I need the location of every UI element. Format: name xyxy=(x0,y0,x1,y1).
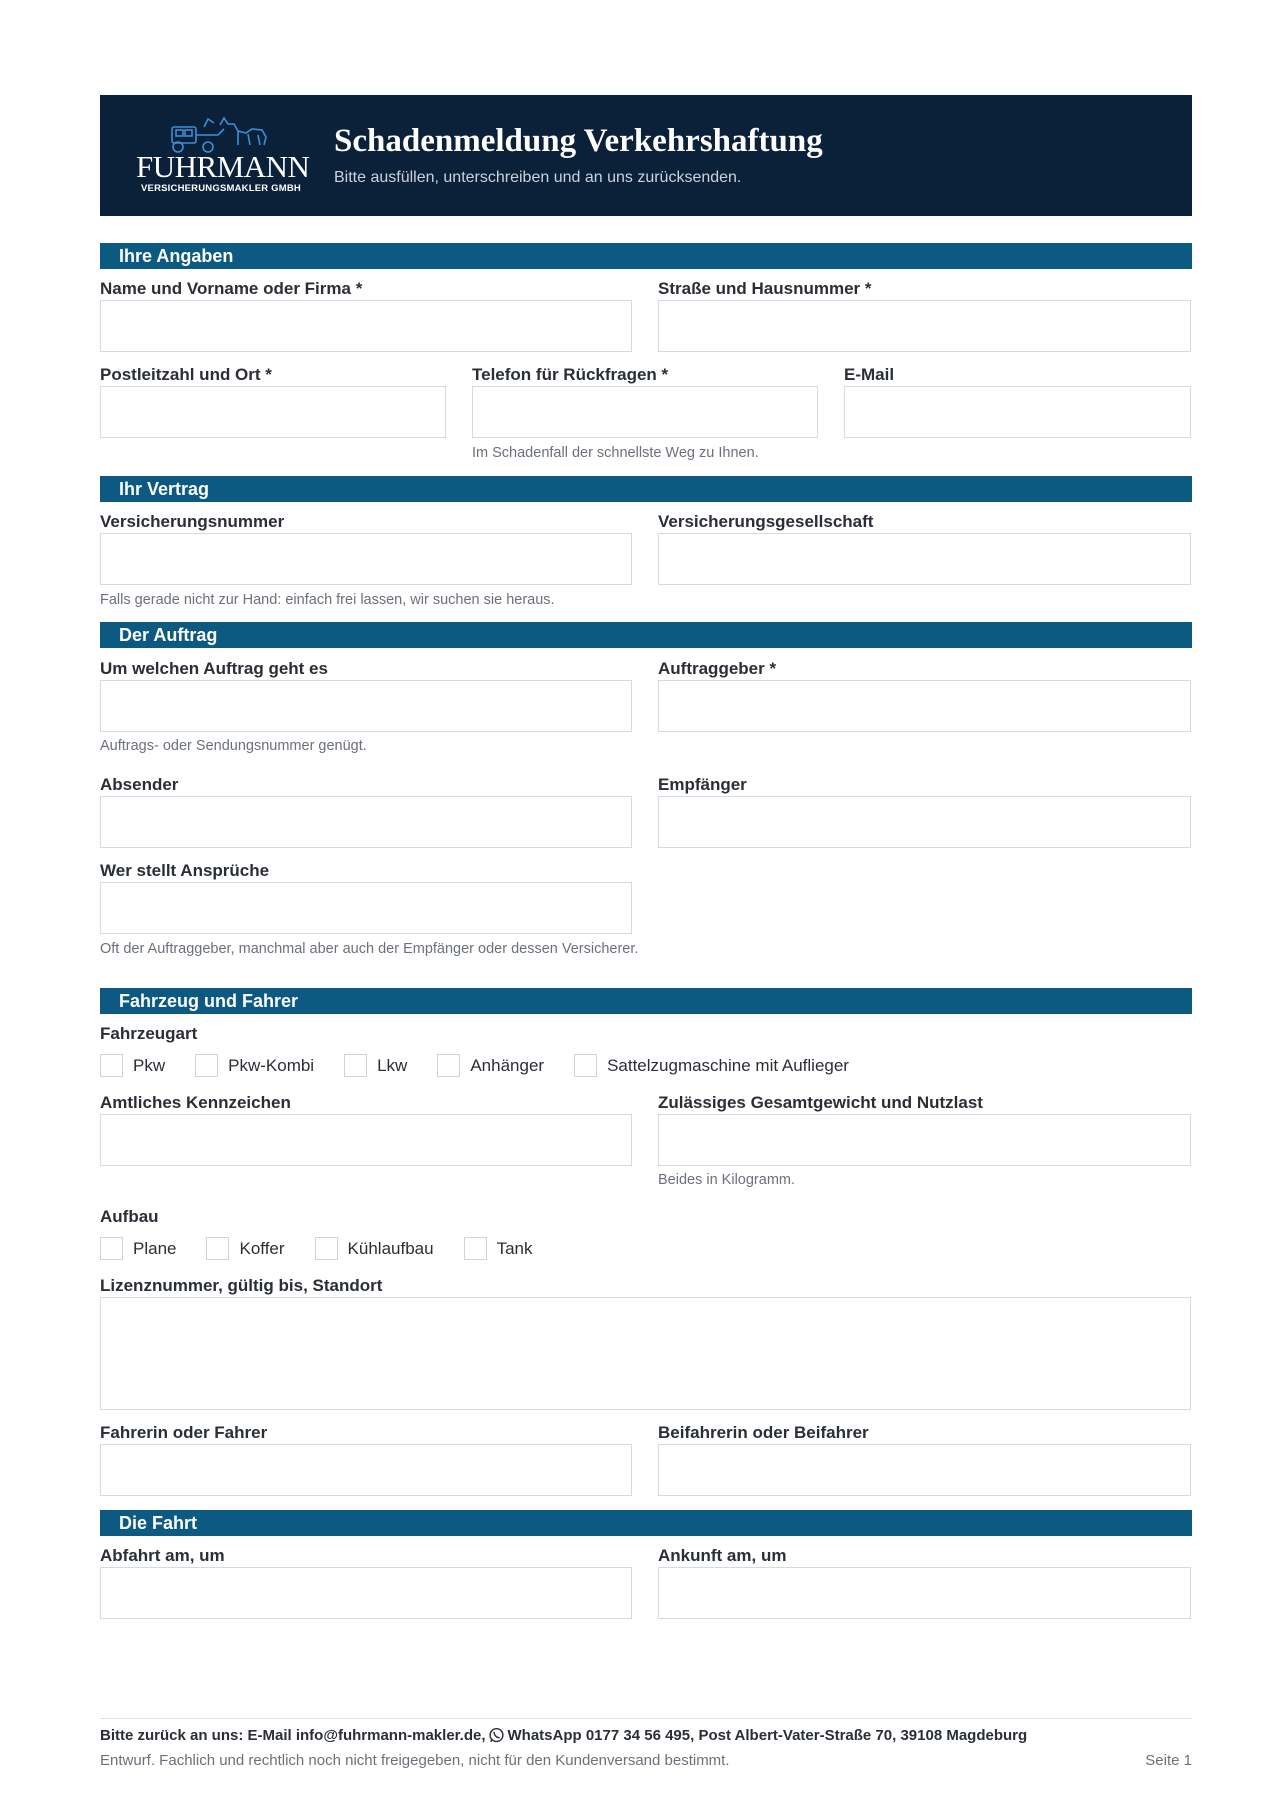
checkbox-label-tank: Tank xyxy=(496,1238,533,1258)
ankunft-label: Ankunft am, um xyxy=(658,1546,787,1565)
whatsapp-icon xyxy=(488,1727,505,1744)
empfaenger-label: Empfänger xyxy=(658,775,747,794)
checkbox-label-pkw: Pkw xyxy=(133,1055,166,1075)
checkbox-pkw-kombi[interactable] xyxy=(195,1054,218,1077)
versicherungsnummer-field[interactable] xyxy=(100,533,632,585)
checkbox-label-plane: Plane xyxy=(133,1238,177,1258)
versicherungsgesellschaft-field[interactable] xyxy=(658,533,1191,585)
checkbox-anhaenger[interactable] xyxy=(437,1054,460,1077)
fahrzeugart-options xyxy=(100,1054,879,1077)
gesamtgewicht-field[interactable] xyxy=(658,1114,1191,1166)
page-subtitle: Bitte ausfüllen, unterschreiben und an uns zurücksenden. xyxy=(334,169,742,186)
ankunft-field[interactable] xyxy=(658,1567,1191,1619)
footer-divider xyxy=(100,1718,1192,1719)
footer-contact-details: WhatsApp 0177 34 56 495, Post Albert-Vater-Straße 70, 39108 Magdeburg xyxy=(507,1727,1028,1744)
section-der-auftrag: Der Auftrag xyxy=(100,622,1192,648)
logo-wordmark: FUHRMANN xyxy=(136,149,310,184)
ansprueche-field[interactable] xyxy=(100,882,632,934)
gesamtgewicht-label: Zulässiges Gesamtgewicht und Nutzlast xyxy=(658,1093,983,1112)
footer-draft-note: Entwurf. Fachlich und rechtlich noch nicht freigegeben, nicht für den Kundenversand bestimmt. xyxy=(100,1752,730,1769)
checkbox-label-anhaenger: Anhänger xyxy=(470,1055,545,1075)
aufbau-label: Aufbau xyxy=(100,1207,159,1226)
gesamtgewicht-hint: Beides in Kilogramm. xyxy=(658,1172,795,1188)
plz-label: Postleitzahl und Ort * xyxy=(100,365,272,384)
footer-contact xyxy=(100,1727,1027,1744)
absender-field[interactable] xyxy=(100,796,632,848)
email-field[interactable] xyxy=(844,386,1191,438)
name-label: Name und Vorname oder Firma * xyxy=(100,279,363,298)
checkbox-label-pkw-kombi: Pkw-Kombi xyxy=(228,1055,315,1075)
name-field[interactable] xyxy=(100,300,632,352)
absender-label: Absender xyxy=(100,775,179,794)
checkbox-lkw[interactable] xyxy=(344,1054,367,1077)
auftrag-hint: Auftrags- oder Sendungsnummer genügt. xyxy=(100,738,367,754)
section-ihr-vertrag: Ihr Vertrag xyxy=(100,476,1192,502)
section-fahrzeug-fahrer: Fahrzeug und Fahrer xyxy=(100,988,1192,1014)
strasse-field[interactable] xyxy=(658,300,1191,352)
company-logo xyxy=(136,115,310,195)
logo-subline: VERSICHERUNGSMAKLER GMBH xyxy=(141,183,301,194)
checkbox-label-sattelzugmaschine: Sattelzugmaschine mit Auflieger xyxy=(607,1055,849,1075)
telefon-label: Telefon für Rückfragen * xyxy=(472,365,669,384)
kennzeichen-field[interactable] xyxy=(100,1114,632,1166)
footer-contact-email: Bitte zurück an uns: E-Mail info@fuhrmann-makler.de, xyxy=(100,1727,486,1744)
checkbox-label-koffer: Koffer xyxy=(239,1238,285,1258)
page-title: Schadenmeldung Verkehrshaftung xyxy=(334,123,823,159)
auftrag-field[interactable] xyxy=(100,680,632,732)
beifahrer-field[interactable] xyxy=(658,1444,1191,1496)
fahrzeugart-label: Fahrzeugart xyxy=(100,1024,198,1043)
telefon-field[interactable] xyxy=(472,386,818,438)
checkbox-sattelzugmaschine[interactable] xyxy=(574,1054,597,1077)
telefon-hint: Im Schadenfall der schnellste Weg zu Ihnen. xyxy=(472,445,759,461)
lizenz-label: Lizenznummer, gültig bis, Standort xyxy=(100,1276,383,1295)
versicherungsgesellschaft-label: Versicherungsgesellschaft xyxy=(658,512,874,531)
ansprueche-label: Wer stellt Ansprüche xyxy=(100,861,270,880)
ansprueche-hint: Oft der Auftraggeber, manchmal aber auch der Empfänger oder dessen Versicherer. xyxy=(100,941,639,957)
checkbox-kuehlaufbau[interactable] xyxy=(315,1237,338,1260)
section-ihre-angaben: Ihre Angaben xyxy=(100,243,1192,269)
auftrag-label: Um welchen Auftrag geht es xyxy=(100,659,328,678)
lizenz-field[interactable] xyxy=(100,1297,1191,1410)
checkbox-label-kuehlaufbau: Kühlaufbau xyxy=(347,1238,434,1258)
fahrer-label: Fahrerin oder Fahrer xyxy=(100,1423,268,1442)
versicherungsnummer-label: Versicherungsnummer xyxy=(100,512,285,531)
auftraggeber-field[interactable] xyxy=(658,680,1191,732)
abfahrt-field[interactable] xyxy=(100,1567,632,1619)
fahrer-field[interactable] xyxy=(100,1444,632,1496)
strasse-label: Straße und Hausnummer * xyxy=(658,279,872,298)
beifahrer-label: Beifahrerin oder Beifahrer xyxy=(658,1423,869,1442)
auftraggeber-label: Auftraggeber * xyxy=(658,659,777,678)
kennzeichen-label: Amtliches Kennzeichen xyxy=(100,1093,291,1112)
section-die-fahrt: Die Fahrt xyxy=(100,1510,1192,1536)
checkbox-plane[interactable] xyxy=(100,1237,123,1260)
vertrag-hint: Falls gerade nicht zur Hand: einfach frei lassen, wir suchen sie heraus. xyxy=(100,592,555,608)
plz-field[interactable] xyxy=(100,386,446,438)
checkbox-koffer[interactable] xyxy=(206,1237,229,1260)
email-label: E-Mail xyxy=(844,365,895,384)
aufbau-options xyxy=(100,1237,563,1260)
checkbox-label-lkw: Lkw xyxy=(377,1055,408,1075)
checkbox-tank[interactable] xyxy=(464,1237,487,1260)
checkbox-pkw[interactable] xyxy=(100,1054,123,1077)
abfahrt-label: Abfahrt am, um xyxy=(100,1546,225,1565)
empfaenger-field[interactable] xyxy=(658,796,1191,848)
page-header xyxy=(100,95,1192,216)
page-number: Seite 1 xyxy=(1145,1752,1192,1769)
